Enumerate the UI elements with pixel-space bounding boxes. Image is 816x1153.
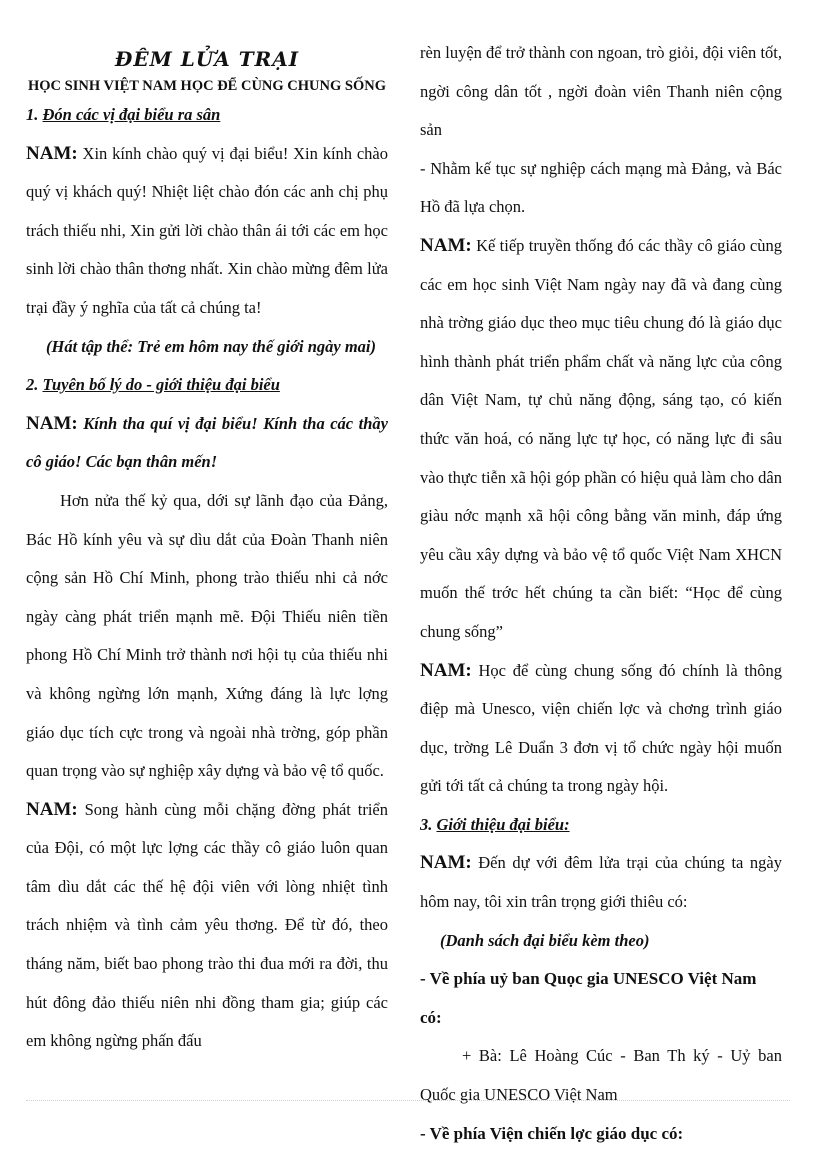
- paragraph-text: Kế tiếp truyền thống đó các thầy cô giáo cùng các em học sinh Việt Nam ngày nay đã và đang cùng nhà trờng giáo dục theo mục tiêu chung đó là giáo dục hình thành phát triển phẩm chất và năng lực của công dân Việt Nam, tự chủ năng động, sáng tạo, có kiến thức văn hoá, có năng lực tự học, có năng lực đi sâu vào thực tiễn xã hội góp phần có hiệu quả làm cho dân giàu nớc mạnh xã hội công bằng văn minh, đáp ứng yêu cầu xây dựng và bảo vệ tổ quốc Việt Nam XHCN muốn thế trớc hết chúng ta cần biết: “Học để cùng chung sống”: [420, 235, 783, 641]
- section-title: Tuyên bố lý do - giới thiệu đại biểu: [42, 375, 280, 395]
- song-note: (Hát tập thể: Trẻ em hôm nay thế giới ngày mai): [46, 336, 376, 356]
- paragraph: Hơn nửa thế kỷ qua, dới sự lãnh đạo của Đảng, Bác Hồ kính yêu và sự dìu dắt của Đoàn Thanh niên cộng sản Hồ Chí Minh, phong trào thiếu nhi cả nớc ngày càng phát triển mạnh mẽ. Đội Thiếu niên tiền phong Hồ Chí Minh trở thành nơi hội tụ của thiếu nhi và không ngừng lớn mạnh, Xứng đáng là lực lợng giáo dục tích cực trong và ngoài nhà trờng, góp phần quan trọng vào sự nghiệp xây dựng và bảo vệ tổ quốc.: [26, 490, 388, 781]
- speaker-label: NAM:: [26, 142, 78, 164]
- section-3-heading: [420, 806, 782, 845]
- section-number: 3.: [420, 814, 433, 834]
- page-subtitle: HỌC SINH VIỆT NAM HỌC ĐỂ CÙNG CHUNG SỐNG: [28, 78, 386, 94]
- paragraph: [26, 791, 388, 1061]
- section-title: Giới thiệu đại biểu:: [436, 814, 570, 834]
- section-number: 1.: [26, 105, 39, 124]
- paragraph: rèn luyện để trở thành con ngoan, trò giỏi, đội viên tốt, ngời công dân tốt , ngời đoàn viên Thanh niên cộng sản: [420, 43, 782, 140]
- paragraph-text: Xin kính chào quý vị đại biểu! Xin kính chào quý vị khách quý! Nhiệt liệt chào đón các anh chị phụ trách thiếu nhi, Xin gửi lời chào thân ái tới các em học sinh lời chào thân thơng nhất. Xin chào mừng đêm lửa trại đầy ý nghĩa của tất cả chúng ta!: [26, 143, 389, 317]
- paragraph: [26, 135, 388, 328]
- paragraph-text: Song hành cùng mỗi chặng đờng phát triển của Đội, có một lực lợng các thầy cô giáo luôn quan tâm dìu dắt các thế hệ đội viên với lòng nhiệt tình trách nhiệm và tình cảm yêu thơng. Để từ đó, theo tháng năm, biết bao phong trào thi đua mới ra đời, thu hút đông đảo thiếu niên nhi đồng tham gia; giúp các em không ngừng phấn đấu: [26, 799, 389, 1051]
- paragraph: [420, 227, 782, 652]
- section-title: Đón các vị đại biểu ra sân: [42, 105, 221, 124]
- paragraph-text: Học để cùng chung sống đó chính là thông điệp mà Unesco, viện chiến lợc và chơng trình giáo dục, trờng Lê Duẩn 3 đơn vị tổ chức ngày hội muốn gửi tới tất cả chúng ta trong ngày hội.: [420, 660, 783, 796]
- speaker-label: NAM:: [420, 234, 472, 256]
- right-column: [420, 34, 782, 1153]
- left-column: [26, 42, 388, 1061]
- page-title: ĐÊM LỬA TRẠI: [114, 47, 300, 71]
- paragraph: [420, 652, 782, 806]
- paragraph: - Nhằm kế tục sự nghiệp cách mạng mà Đảng, và Bác Hồ đã lựa chọn.: [420, 158, 782, 217]
- paragraph: [26, 405, 388, 482]
- speaker-label: NAM:: [420, 852, 472, 874]
- speaker-label: NAM:: [26, 412, 78, 434]
- delegate-item: + Bà: Lê Hoàng Cúc - Ban Th ký - Uỷ ban Quốc gia UNESCO Việt Nam: [420, 1046, 782, 1105]
- section-2-heading: [26, 366, 388, 405]
- greeting-text: Kính tha quí vị đại biểu! Kính tha các thầy cô giáo! Các bạn thân mến!: [26, 413, 388, 472]
- speaker-label: NAM:: [420, 659, 472, 681]
- delegate-group-heading: - Về phía Viện chiến lợc giáo dục có:: [420, 1123, 684, 1143]
- section-number: 2.: [26, 375, 39, 395]
- paragraph-text: Đến dự với đêm lửa trại của chúng ta ngày hôm nay, tôi xin trân trọng giới thiêu có:: [420, 853, 782, 912]
- delegate-group-heading: - Về phía uỷ ban Quọc gia UNESCO Việt Nam có:: [420, 969, 757, 1027]
- list-note: (Danh sách đại biểu kèm theo): [440, 930, 650, 950]
- speaker-label: NAM:: [26, 798, 78, 820]
- footer-divider: [26, 1100, 790, 1101]
- section-1-heading: [26, 96, 388, 135]
- paragraph: [420, 844, 782, 921]
